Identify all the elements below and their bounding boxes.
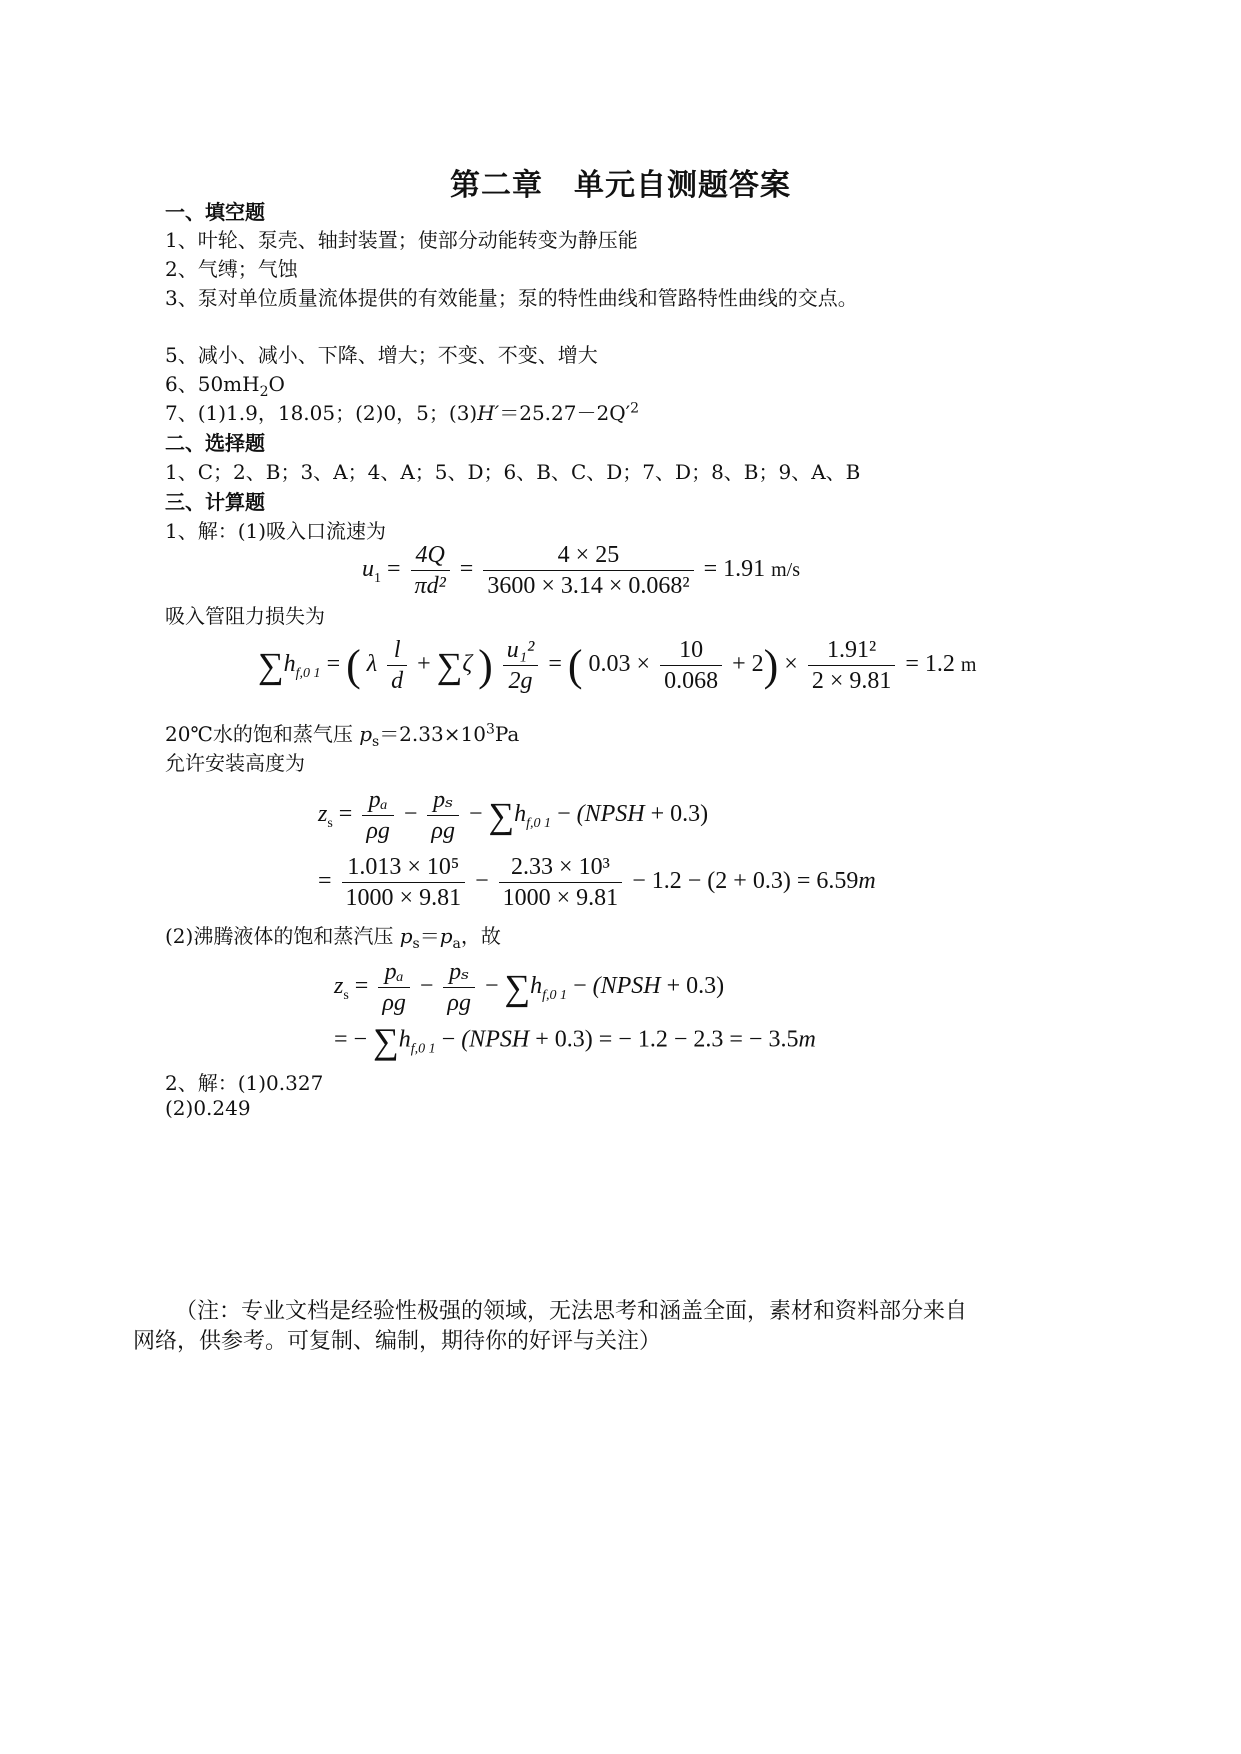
section-choice-heading: 二、选择题 [165,431,265,455]
vapor-pressure: 20℃水的饱和蒸气压 $p_s=2.33\times 10^3Pa$ [165,721,520,750]
equation-height-value: = $\frac{\text{1.013 × 10⁵}}{1000 \times 9.81}$ − $\frac{\text{2.33 × 10³}}{1000 \times 9.81}$ − 1.2 − (2 + 0.3) = 6.59m [318,854,876,911]
fill-answer-3: 3、泵对单位质量流体提供的有效能量；泵的特性曲线和管路特性曲线的交点。 [165,286,858,310]
section-fill-heading: 一、填空题 [165,200,265,224]
fill-answer-2: 2、气缚；气蚀 [165,257,298,281]
fill-answer-5: 5、减小、减小、下降、增大；不变、不变、增大 [165,343,598,367]
fill-answer-7: 7、(1)1.9，18.05；(2)0，5；$(3)H'=25.27-2Q'^2$ [165,400,640,425]
fill-answer-1: 1、叶轮、泵壳、轴封装置；使部分动能转变为静压能 [165,228,638,252]
calc-2-answer-2: (2)0.249 [165,1096,251,1120]
loss-intro: 吸入管阻力损失为 [165,604,325,628]
note-line-1: （注：专业文档是经验性极强的领域，无法思考和涵盖全面，素材和资料部分来自 [175,1299,968,1324]
equation-loss: $\sum h_{f,0 1}$ = ( λ $\frac{l}{d}$ + ∑ζ ) $\frac{\text{u₁²}}{2g}$ = ( 0.03 × $\frac{10}{0.068}$ + 2) × $\frac{\text{1.91²}}{2 \times 9.81}$ = 1.2 m [258,637,977,694]
equation-velocity: $u_1$ = $\frac{4Q}{\text{πd²}}$ = $\frac{4 \times 25}{\text{3600 × 3.14 × 0.068²}}$ = 1.91 m/s [362,542,801,599]
equation-boiling-formula: $z_s$ = $\frac{\text{pₐ}}{\rho g}$ − $\frac{\text{pₛ}}{\rho g}$ − $\sum h_{f,0 1}$ − (NPSH + 0.3) [334,959,725,1016]
allow-height-intro: 允许安装高度为 [165,751,305,775]
section-calc-heading: 三、计算题 [165,490,265,514]
boiling-liquid-line: (2)沸腾液体的饱和蒸汽压 $p_s=p_a$，故 [165,924,501,952]
calc-2-answer-1: 2、解：(1)0.327 [165,1071,324,1095]
fill-answer-6: 6、$50mH_2O$ [165,372,285,400]
note-line-2: 网络，供参考。可复制、编制，期待你的好评与关注） [133,1329,662,1354]
calc-1-intro: 1、解：(1)吸入口流速为 [165,519,387,543]
choice-answers: 1、C；2、B；3、A；4、A；5、D；6、B、C、D；7、D；8、B；9、A、B [165,460,861,484]
equation-boiling-value: = − $\sum h_{f,0 1}$ − (NPSH + 0.3) = − 1.2 − 2.3 = − 3.5m [334,1021,816,1061]
equation-height-formula: $z_s$ = $\frac{\text{pₐ}}{\rho g}$ − $\frac{\text{pₛ}}{\rho g}$ − $\sum h_{f,0 1}$ − (NPSH + 0.3) [318,787,709,844]
page-title: 第二章 单元自测题答案 [450,168,791,203]
